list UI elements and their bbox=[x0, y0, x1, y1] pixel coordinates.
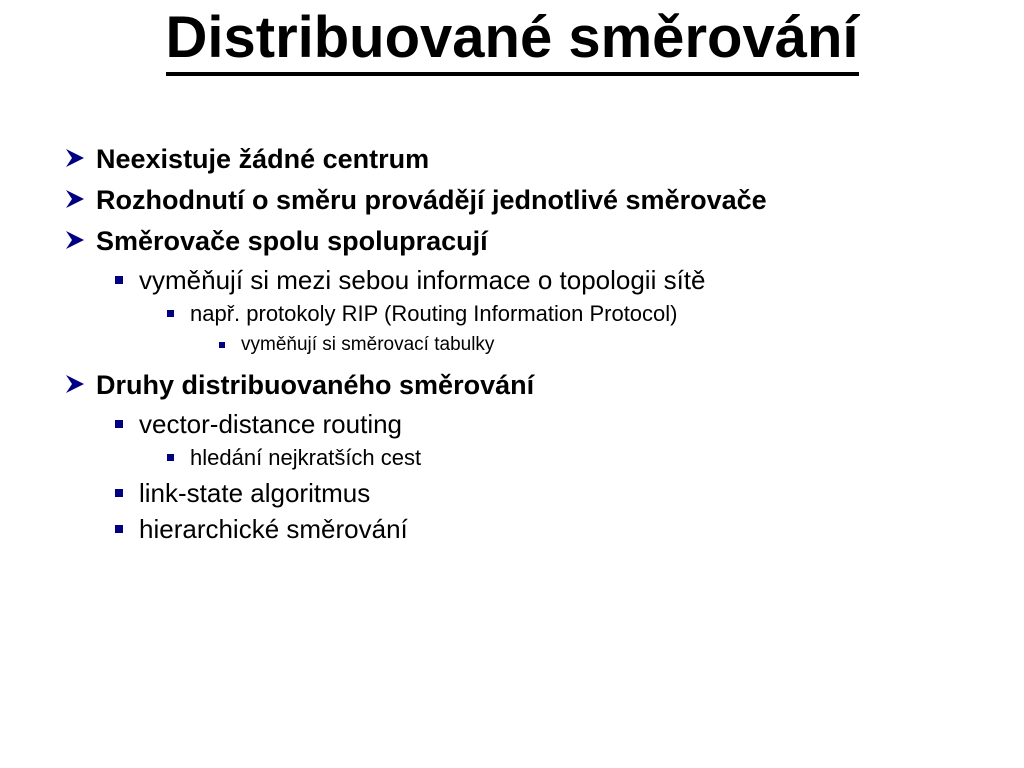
bullet-text: hierarchické směrování bbox=[139, 514, 408, 544]
square-bullet-icon bbox=[115, 525, 123, 533]
arrowhead-bullet-icon bbox=[64, 373, 86, 395]
bullet-item bbox=[0, 513, 1024, 549]
bullet-text: vector-distance routing bbox=[139, 409, 403, 439]
bullet-text: Neexistuje žádné centrum bbox=[96, 144, 430, 174]
bullet-list bbox=[0, 141, 1024, 549]
bullet-text: Směrovače spolu spolupracují bbox=[96, 226, 488, 256]
bullet-text: Rozhodnutí o směru provádějí jednotlivé směrovače bbox=[96, 185, 767, 215]
bullet-item bbox=[0, 141, 1024, 182]
bullet-item bbox=[0, 367, 1024, 408]
bullet-text: vyměňují si směrovací tabulky bbox=[241, 334, 495, 355]
arrowhead-bullet-icon bbox=[64, 188, 86, 210]
square-bullet-icon bbox=[115, 420, 123, 428]
square-bullet-icon bbox=[115, 489, 123, 497]
bullet-item bbox=[0, 408, 1024, 444]
bullet-item bbox=[0, 444, 1024, 477]
bullet-item bbox=[0, 477, 1024, 513]
square-bullet-icon bbox=[167, 454, 174, 461]
arrowhead-bullet-icon bbox=[64, 147, 86, 169]
bullet-item bbox=[0, 300, 1024, 333]
bullet-text: např. protokoly RIP (Routing Information Protocol) bbox=[190, 301, 678, 326]
square-bullet-icon bbox=[219, 342, 225, 348]
bullet-item bbox=[0, 182, 1024, 223]
slide-title-text: Distribuované směrování bbox=[166, 7, 859, 76]
bullet-text: link-state algoritmus bbox=[139, 478, 371, 508]
bullet-text: hledání nejkratších cest bbox=[190, 445, 422, 470]
bullet-item bbox=[0, 333, 1024, 367]
square-bullet-icon bbox=[115, 276, 123, 284]
arrowhead-bullet-icon bbox=[64, 229, 86, 251]
bullet-text: Druhy distribuovaného směrování bbox=[96, 370, 535, 400]
square-bullet-icon bbox=[167, 310, 174, 317]
bullet-item bbox=[0, 223, 1024, 264]
bullet-item bbox=[0, 264, 1024, 300]
slide-title bbox=[0, 0, 1024, 76]
bullet-text: vyměňují si mezi sebou informace o topologii sítě bbox=[139, 265, 706, 295]
